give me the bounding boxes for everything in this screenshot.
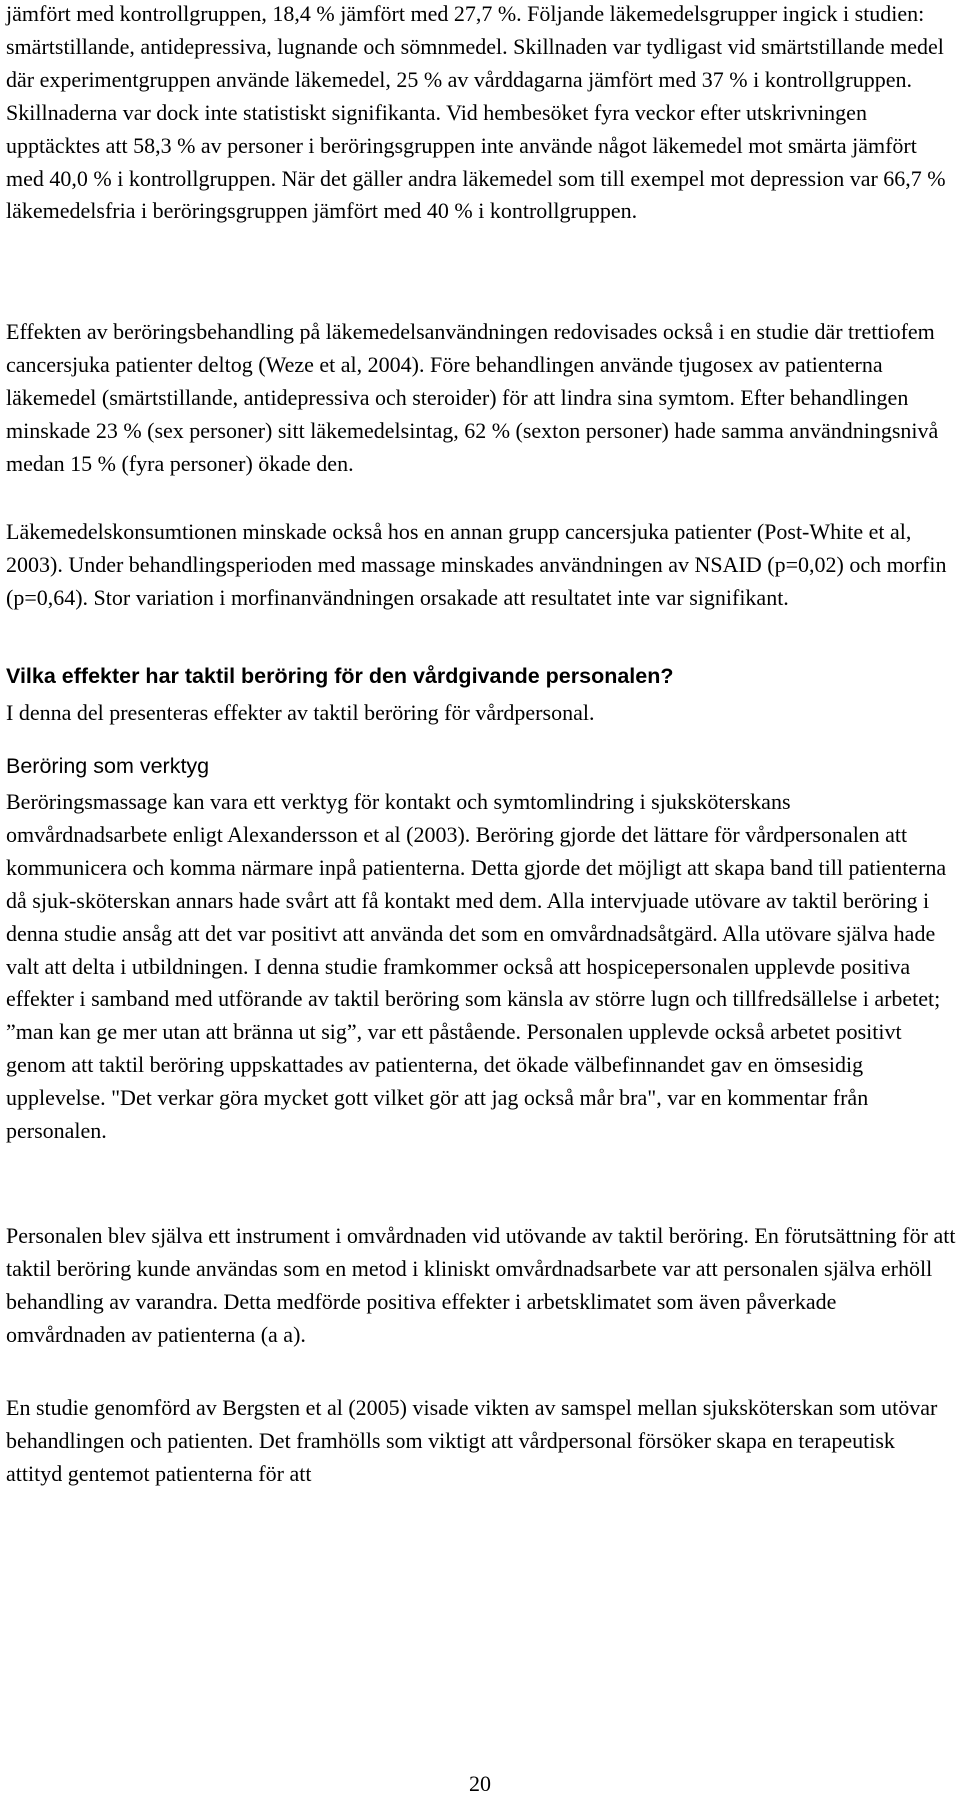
paragraph-bergsten-study: En studie genomförd av Bergsten et al (2005) visade vikten av samspel mellan sjuksköterskan som utövar behandlingen och patienten. Det framhölls som viktigt att vårdpersonal försöker skapa en terapeutisk attityd gentemot patienterna för att <box>6 1395 938 1486</box>
page-number: 20 <box>469 1771 491 1796</box>
section-heading: Vilka effekter har taktil beröring för den vårdgivande personalen? <box>6 664 674 688</box>
subsection-heading: Beröring som verktyg <box>6 754 210 778</box>
paragraph-medication-results: jämfört med kontrollgruppen, 18,4 % jämfört med 27,7 %. Följande läkemedelsgrupper ingick i studien: smärtstillande, antidepressiva, lugnande och sömnmedel. Skillnaden var tydligast vid smärtstillande medel där experimentgruppen använde läkemedel, 25 % av vårddagarna jämfört med 37 % i kontrollgruppen. Skillnaderna var dock inte statistiskt signifikanta. Vid hembesöket fyra veckor efter utskrivningen upptäcktes att 58,3 % av personer i beröringsgruppen inte använde något läkemedel mot smärta jämfört med 40,0 % i kontrollgruppen. När det gäller andra läkemedel som till exempel mot depression var 66,7 % läkemedelsfria i beröringsgruppen jämfört med 40 % i kontrollgruppen. <box>6 1 946 224</box>
paragraph-alexandersson-study: Beröringsmassage kan vara ett verktyg för kontakt och symtomlindring i sjuksköterskans omvårdnadsarbete enligt Alexandersson et al (2003). Beröring gjorde det lättare för vårdpersonalen att kommunicera och komma närmare inpå patienterna. Detta gjorde det möjligt att skapa band till patienterna då sjuk-sköterskan annars hade svårt att få kontakt med dem. Alla intervjuade utövare av taktil beröring i denna studie ansåg att det var positivt att använda det som en omvårdnadsåtgärd. Alla utövare själva hade valt att delta i utbildningen. I denna studie framkommer också att hospicepersonalen upplevde positiva effekter i samband med utförande av taktil beröring som känsla av större lugn och tillfredsällelse i arbetet; ”man kan ge mer utan att bränna ut sig”, var ett påstående. Personalen upplevde också arbetet positivt genom att taktil beröring uppskattades av patienterna, det ökade välbefinnandet gav en ömsesidig upplevelse. "Det verkar göra mycket gott vilket gör att jag också mår bra", var en kommentar från personalen. <box>6 789 947 1144</box>
paragraph-post-white-study: Läkemedelskonsumtionen minskade också hos en annan grupp cancersjuka patienter (Post-White et al, 2003). Under behandlingsperioden med massage minskades användningen av NSAID (p=0,02) och morfin (p=0,64). Stor variation i morfinanvändningen orsakade att resultatet inte var signifikant. <box>6 519 947 610</box>
paragraph-weze-study: Effekten av beröringsbehandling på läkemedelsanvändningen redovisades också i en studie där trettiofem cancersjuka patienter deltog (Weze et al, 2004). Före behandlingen använde tjugosex av patienterna läkemedel (smärtstillande, antidepressiva och steroider) för att lindra sina symtom. Efter behandlingen minskade 23 % (sex personer) sitt läkemedelsintag, 62 % (sexton personer) hade samma användningsnivå medan 15 % (fyra personer) ökade den. <box>6 319 939 476</box>
paragraph-staff-instrument: Personalen blev själva ett instrument i omvårdnaden vid utövande av taktil beröring. En förutsättning för att taktil beröring kunde användas som en metod i kliniskt omvårdnadsarbete var att personalen själva erhöll behandling av varandra. Detta medförde positiva effekter i arbetsklimatet som även påverkade omvårdnaden av patienterna (a a). <box>6 1223 956 1347</box>
paragraph-section-intro: I denna del presenteras effekter av taktil beröring för vårdpersonal. <box>6 700 595 725</box>
